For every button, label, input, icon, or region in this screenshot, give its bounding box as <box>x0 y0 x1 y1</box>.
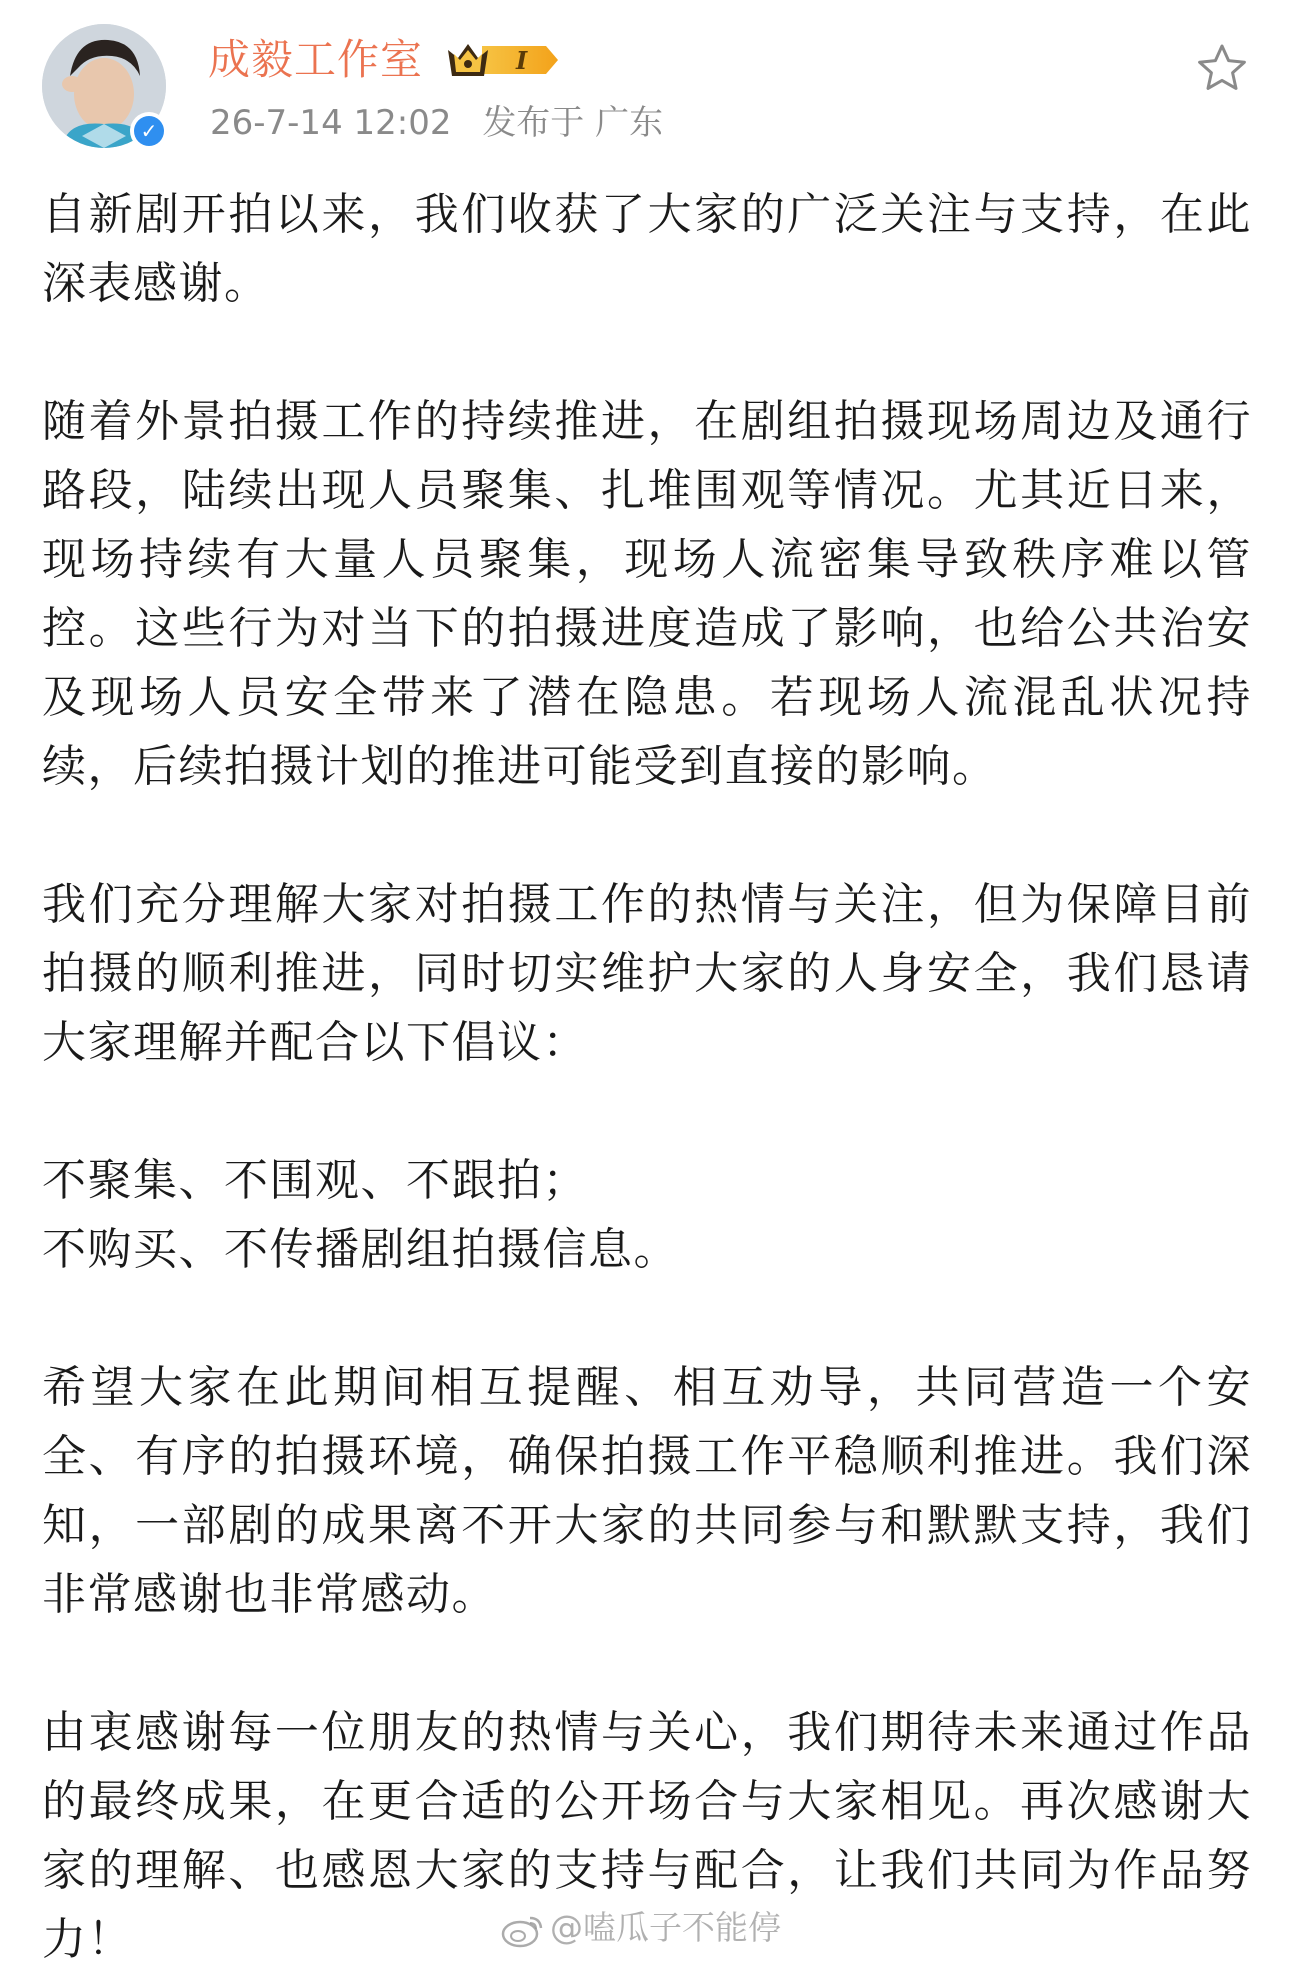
paragraph-situation: 随着外景拍摄工作的持续推进，在剧组拍摄现场周边及通行路段，陆续出现人员聚集、扎堆围观等情况。尤其近日来，现场持续有大量人员聚集，现场人流密集导致秩序难以管控。这些行为对当下的拍摄进度造成了影响，也给公共治安及现场人员安全带来了潜在隐患。若现场人流混乱状况持续，后续拍摄计划的推进可能受到直接的影响。 <box>42 396 1252 792</box>
post-meta <box>210 98 663 148</box>
paragraph-hope: 希望大家在此期间相互提醒、相互劝导，共同营造一个安全、有序的拍摄环境，确保拍摄工作平稳顺利推进。我们深知，一部剧的成果离不开大家的共同参与和默默支持，我们非常感谢也非常感动。 <box>42 1362 1252 1620</box>
paragraph-closing: 由衷感谢每一位朋友的热情与关心，我们期待未来通过作品的最终成果，在更合适的公开场合与大家相见。再次感谢大家的理解、也感恩大家的支持与配合，让我们共同为作品努力！ <box>42 1707 1252 1965</box>
verified-check-icon: ✓ <box>134 116 164 146</box>
paragraph-request: 我们充分理解大家对拍摄工作的热情与关注，但为保障目前拍摄的顺利推进，同时切实维护大家的人身安全，我们恳请大家理解并配合以下倡议： <box>42 879 1252 1068</box>
watermark-text: @嗑瓜子不能停 <box>550 1908 781 1947</box>
post-timestamp: 26-7-14 12:02 <box>210 103 452 143</box>
weibo-logo-icon <box>500 1912 544 1948</box>
post-body <box>42 180 1252 1974</box>
paragraph-thanks: 自新剧开拍以来，我们收获了大家的广泛关注与支持，在此深表感谢。 <box>42 189 1252 309</box>
watermark <box>500 1906 781 1950</box>
verified-badge <box>130 112 168 150</box>
crown-vip-badge-icon <box>446 36 564 84</box>
post-location: 发布于 广东 <box>482 103 664 143</box>
star-outline-icon[interactable] <box>1196 42 1248 94</box>
username-link[interactable]: 成毅工作室 <box>208 35 424 84</box>
proposal-line-2: 不购买、不传播剧组拍摄信息。 <box>42 1224 679 1275</box>
paragraph-proposals <box>42 1146 1252 1284</box>
proposal-line-1: 不聚集、不围观、不跟拍； <box>42 1155 588 1206</box>
vip-level-text: I <box>516 46 528 75</box>
post-header <box>0 0 1290 160</box>
